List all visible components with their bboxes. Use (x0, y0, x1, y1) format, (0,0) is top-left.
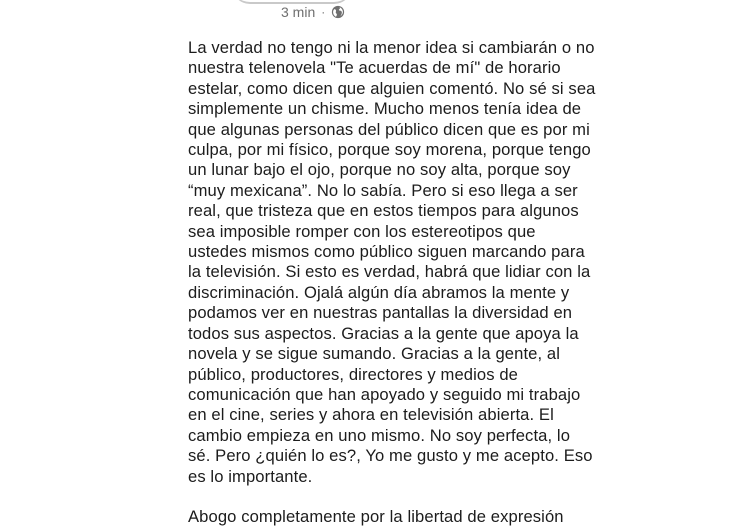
post-text-line: nuestra telenovela "Te acuerdas de mí" de horario (188, 58, 561, 78)
post-text-line: real, que tristeza que en estos tiempos para algunos (188, 201, 579, 221)
post-text-line: culpa, por mi físico, porque soy morena, porque tengo (188, 140, 591, 160)
post-text-line: discriminación. Ojalá algún día abramos la mente y (188, 282, 570, 302)
post-text-line: comunicación que han apoyado y seguido mi trabajo (188, 384, 581, 404)
post-text-line: podamos ver en nuestras pantallas la diversidad en (188, 303, 573, 323)
globe-icon[interactable] (331, 5, 345, 19)
post-text-line: sé. Pero ¿quién lo es?, Yo me gusto y me acepto. Eso (188, 446, 593, 466)
post-text-line: es lo importante. (188, 466, 313, 486)
post-text-line: que algunas personas del público dicen que es por mi (188, 119, 590, 139)
post-text-line: ustedes mismos como público siguen marcando para (188, 242, 585, 262)
post-text-line: sea imposible romper con los estereotipos que (188, 221, 536, 241)
post-text-line: “muy mexicana”. No lo sabía. Pero si eso llega a ser (188, 180, 578, 200)
post-text-line: La verdad no tengo ni la menor idea si cambiarán o no (188, 38, 595, 57)
post-paragraph-2 (188, 507, 583, 527)
post-text-line: Abogo completamente por la libertad de expresión (188, 507, 564, 527)
post-text-line: en el cine, series y ahora en televisión abierta. El (188, 405, 554, 425)
post-text-line: cambio empieza en uno mismo. No soy perfecta, lo (188, 425, 571, 445)
meta-separator: · (321, 5, 326, 19)
post-timestamp[interactable]: 3 min (281, 4, 316, 20)
post-text-line: novela y se sigue sumando. Gracias a la gente, al (188, 344, 561, 364)
post-text-line: la televisión. Si esto es verdad, habrá que lidiar con la (188, 262, 591, 282)
post-text-line: todos sus aspectos. Gracias a la gente que apoya la (188, 323, 579, 343)
post-meta (281, 3, 345, 21)
post-text-line: un lunar bajo el ojo, porque no soy alta, porque soy (188, 160, 571, 180)
post-text (188, 38, 596, 528)
post-text-line: simplemente un chisme. Mucho menos tenía idea de (188, 99, 582, 119)
post-paragraph-1 (188, 38, 596, 487)
post-text-line: público, productores, directores y medios de (188, 364, 518, 384)
paragraph-gap (188, 487, 583, 507)
post-text-line: estelar, como dicen que alguien comentó. No sé si sea (188, 78, 596, 98)
